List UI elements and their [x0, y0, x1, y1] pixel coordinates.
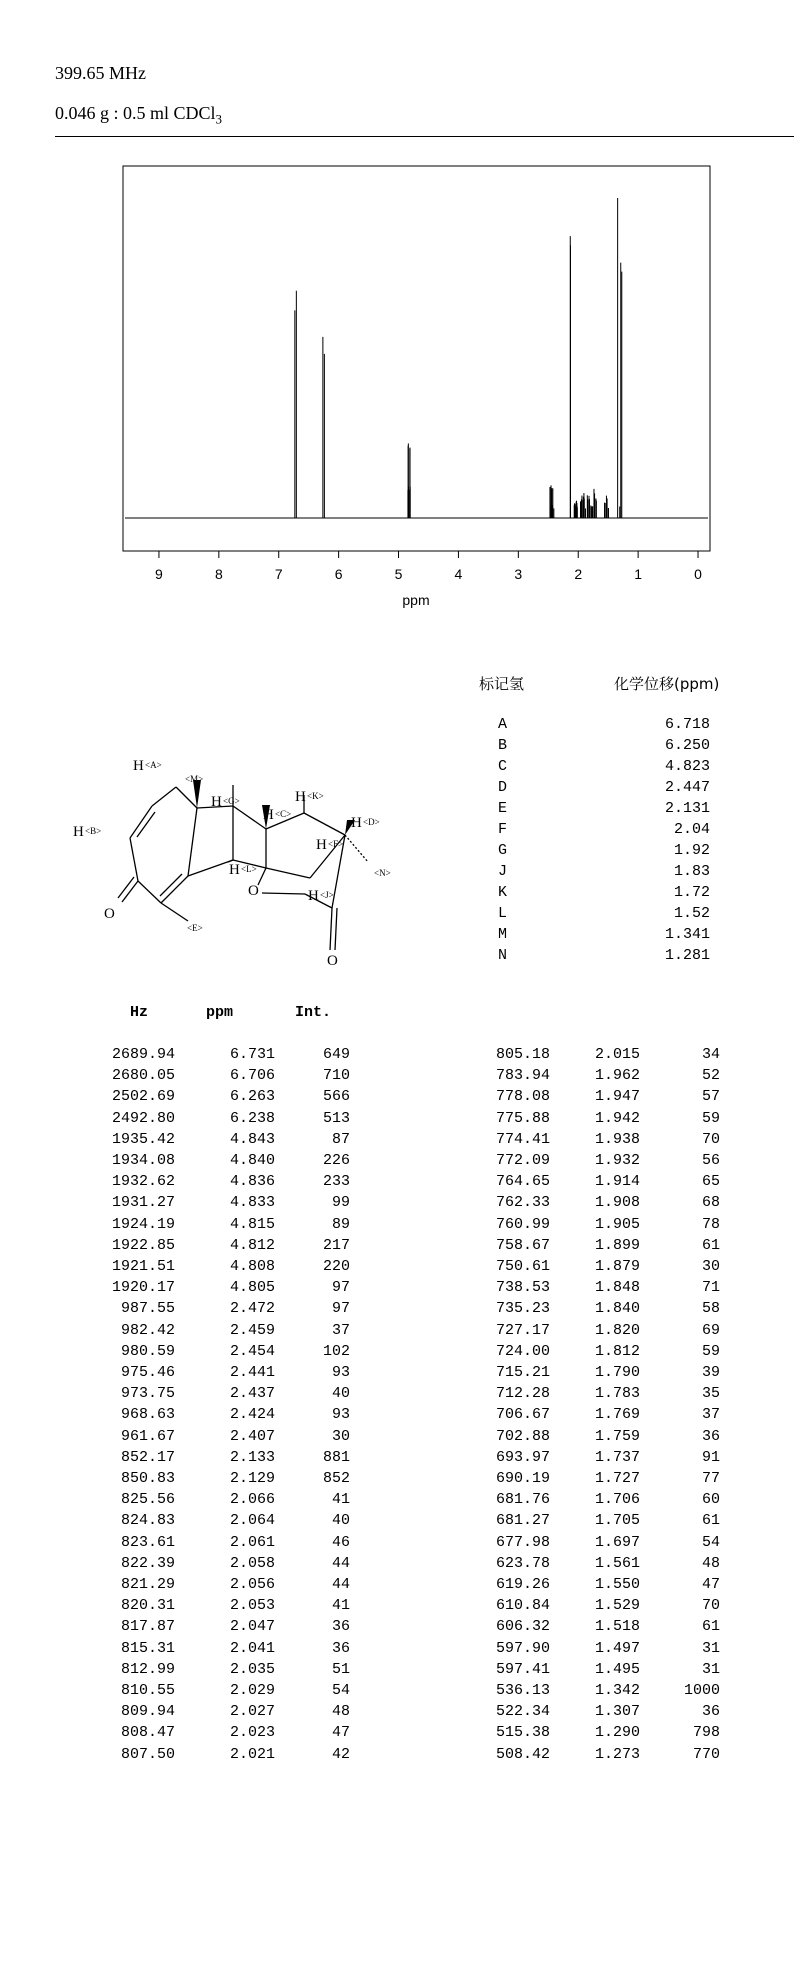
peak-int: 47 — [701, 1576, 720, 1593]
atom-HC: H — [263, 807, 274, 823]
peak-hz: 825.56 — [120, 1491, 175, 1509]
x-tick-label: 7 — [274, 566, 283, 582]
peak-hz: 1922.85 — [111, 1236, 175, 1254]
peak-int: 89 — [331, 1215, 350, 1233]
peak-int: 97 — [331, 1279, 350, 1297]
peak-ppm: 2.061 — [229, 1533, 275, 1551]
peak-ppm: 1.848 — [594, 1279, 640, 1297]
peak-int: 97 — [331, 1300, 350, 1318]
label-K: <K> — [307, 791, 324, 801]
peak-int: 233 — [322, 1173, 350, 1191]
peak-int: 37 — [331, 1321, 350, 1339]
atom-HJ: H — [308, 888, 319, 904]
wedge-bond — [193, 780, 201, 808]
peak-int: 30 — [701, 1258, 720, 1275]
bond — [161, 876, 188, 903]
peak-int: 70 — [701, 1130, 720, 1148]
peak-hz: 815.31 — [120, 1639, 175, 1657]
label-B: <B> — [85, 826, 102, 836]
atom-O-ketone: O — [104, 906, 115, 922]
peak-ppm: 1.697 — [594, 1533, 640, 1551]
atom-HA: H — [133, 758, 144, 774]
assignment-label: F — [498, 821, 508, 838]
assignment-label: D — [498, 779, 508, 796]
label-M: <M> — [185, 774, 204, 784]
label-D: <D> — [363, 817, 380, 827]
atom-O-ether: O — [248, 883, 259, 899]
peak-ppm: 4.840 — [229, 1152, 275, 1169]
peak-hz: 2502.69 — [111, 1088, 175, 1106]
assignment-shift: 1.83 — [673, 863, 710, 880]
bond — [258, 868, 266, 885]
x-tick-label: 4 — [454, 566, 463, 582]
peak-int: 44 — [331, 1554, 350, 1572]
peak-int: 44 — [331, 1576, 350, 1593]
atom-O-lactone: O — [327, 953, 338, 969]
peak-hz: 606.32 — [495, 1618, 550, 1636]
peak-hz: 677.98 — [495, 1533, 550, 1551]
peak-int: 59 — [701, 1109, 720, 1127]
bond — [161, 903, 188, 921]
peak-ppm: 1.706 — [594, 1491, 640, 1509]
x-tick-label: 2 — [574, 566, 583, 582]
peak-hz: 1935.42 — [111, 1130, 175, 1148]
peak-hz: 610.84 — [495, 1597, 550, 1615]
x-tick-label: 3 — [514, 566, 523, 582]
peak-int: 46 — [331, 1533, 350, 1551]
peak-int: 61 — [701, 1618, 720, 1636]
peak-hz: 805.18 — [495, 1046, 550, 1063]
peak-hz: 712.28 — [495, 1385, 550, 1403]
peak-int: 102 — [322, 1342, 350, 1360]
assignment-shift: 1.341 — [664, 926, 710, 943]
peak-hz: 764.65 — [495, 1173, 550, 1191]
peak-ppm: 2.023 — [229, 1724, 275, 1742]
spectrometer-frequency: 399.65 MHz — [55, 63, 146, 83]
peak-hz: 702.88 — [495, 1427, 550, 1445]
peak-hz: 760.99 — [495, 1215, 550, 1233]
peak-int: 31 — [701, 1639, 720, 1657]
x-tick-label: 8 — [214, 566, 223, 582]
bond — [130, 838, 138, 881]
assignment-shift: 1.72 — [673, 884, 710, 901]
bond — [176, 787, 197, 808]
peak-int: 47 — [331, 1724, 350, 1742]
peak-ppm: 1.518 — [594, 1618, 640, 1636]
peak-int: 57 — [701, 1088, 720, 1106]
peak-int: 65 — [701, 1173, 720, 1191]
peak-ppm: 4.833 — [229, 1194, 275, 1212]
atom-HF: H — [316, 837, 327, 853]
peak-int: 78 — [701, 1215, 720, 1233]
peak-ppm: 4.843 — [229, 1130, 275, 1148]
peak-hz: 822.39 — [120, 1554, 175, 1572]
peak-int: 61 — [701, 1512, 720, 1530]
peak-ppm: 1.790 — [594, 1364, 640, 1381]
label-C: <C> — [275, 809, 292, 819]
bond — [152, 787, 176, 806]
peak-hz: 783.94 — [495, 1067, 550, 1085]
peak-int: 54 — [701, 1533, 720, 1551]
peak-hz: 508.42 — [495, 1745, 550, 1763]
peak-int: 217 — [322, 1236, 350, 1254]
peak-hz: 980.59 — [120, 1342, 175, 1360]
peak-ppm: 1.342 — [594, 1682, 640, 1699]
peak-ppm: 2.056 — [229, 1576, 275, 1593]
peak-hz: 515.38 — [495, 1724, 550, 1742]
peak-ppm: 1.529 — [594, 1597, 640, 1615]
peak-ppm: 2.035 — [229, 1660, 275, 1678]
x-tick-label: 1 — [634, 566, 643, 582]
assignment-shift: 2.04 — [673, 821, 710, 838]
peak-int: 93 — [331, 1406, 350, 1424]
peak-ppm: 4.812 — [229, 1236, 275, 1254]
assignment-header-label: 标记氢 — [479, 675, 525, 693]
peak-hz: 850.83 — [120, 1470, 175, 1487]
peak-ppm: 6.706 — [229, 1067, 275, 1085]
bond — [233, 806, 266, 829]
peak-ppm: 2.041 — [229, 1639, 275, 1657]
peak-ppm: 2.472 — [229, 1300, 275, 1318]
peak-hz: 824.83 — [120, 1512, 175, 1530]
assignment-label: A — [498, 716, 508, 733]
peak-int: 41 — [331, 1491, 350, 1509]
peak-hz: 2680.05 — [111, 1067, 175, 1085]
peak-hz: 623.78 — [495, 1554, 550, 1572]
atom-HB: H — [73, 824, 84, 840]
peak-ppm: 2.441 — [229, 1364, 275, 1381]
bond — [188, 808, 197, 876]
peak-ppm: 1.820 — [594, 1321, 640, 1339]
x-tick-label: 0 — [694, 566, 702, 582]
peak-header-hz: Hz — [130, 1004, 149, 1021]
peak-hz: 775.88 — [495, 1109, 550, 1127]
peak-int: 52 — [701, 1067, 720, 1085]
peak-ppm: 1.905 — [594, 1215, 640, 1233]
peak-int: 60 — [701, 1491, 720, 1509]
peak-int: 1000 — [683, 1682, 720, 1699]
peak-int: 31 — [701, 1660, 720, 1678]
peak-ppm: 4.805 — [229, 1279, 275, 1297]
peak-int: 42 — [331, 1745, 350, 1763]
assignment-shift: 1.92 — [673, 842, 710, 859]
peak-int: 798 — [692, 1724, 720, 1742]
carbonyl-bond — [122, 881, 138, 902]
peak-hz: 772.09 — [495, 1152, 550, 1169]
molecule-labels — [73, 758, 391, 969]
peak-ppm: 2.459 — [229, 1321, 275, 1339]
peak-hz: 738.53 — [495, 1279, 550, 1297]
peak-ppm: 1.914 — [594, 1173, 640, 1191]
peak-ppm: 1.290 — [594, 1724, 640, 1742]
peak-hz: 750.61 — [495, 1258, 550, 1275]
peak-int: 881 — [322, 1448, 350, 1466]
peak-int: 58 — [701, 1300, 720, 1318]
peak-ppm: 1.879 — [594, 1258, 640, 1275]
peak-int: 566 — [322, 1088, 350, 1106]
bond — [130, 806, 152, 838]
peak-hz: 1924.19 — [111, 1215, 175, 1233]
peak-header-int: Int. — [295, 1004, 332, 1021]
assignment-label: L — [498, 905, 508, 922]
peak-hz: 973.75 — [120, 1385, 175, 1403]
peak-ppm: 2.053 — [229, 1597, 275, 1615]
assignment-shift: 1.281 — [664, 947, 710, 964]
peak-int: 852 — [322, 1470, 350, 1487]
peak-ppm: 1.495 — [594, 1660, 640, 1678]
peak-ppm: 1.727 — [594, 1470, 640, 1487]
assignment-header-shift: 化学位移(ppm) — [614, 675, 720, 693]
label-G: <G> — [223, 796, 240, 806]
peak-hz: 821.29 — [120, 1576, 175, 1593]
peak-int: 36 — [331, 1618, 350, 1636]
assignment-shift: 2.131 — [664, 800, 710, 817]
peak-int: 48 — [701, 1554, 720, 1572]
peak-int: 99 — [331, 1194, 350, 1212]
peak-int: 36 — [701, 1703, 720, 1721]
atom-HK: H — [295, 789, 306, 805]
peak-ppm: 2.058 — [229, 1554, 275, 1572]
peak-ppm: 1.962 — [594, 1067, 640, 1085]
peak-header-ppm: ppm — [206, 1004, 234, 1021]
peak-ppm: 2.133 — [229, 1448, 275, 1466]
peak-hz: 774.41 — [495, 1130, 550, 1148]
label-E: <E> — [187, 923, 203, 933]
peak-int: 40 — [331, 1385, 350, 1403]
peak-hz: 762.33 — [495, 1194, 550, 1212]
peak-ppm: 1.947 — [594, 1088, 640, 1106]
peak-ppm: 1.737 — [594, 1448, 640, 1466]
peak-int: 70 — [701, 1597, 720, 1615]
peak-hz: 690.19 — [495, 1470, 550, 1487]
peak-ppm: 2.047 — [229, 1618, 275, 1636]
assignment-shift: 6.718 — [664, 716, 710, 733]
peak-ppm: 1.550 — [594, 1576, 640, 1593]
peak-ppm: 1.942 — [594, 1109, 640, 1127]
x-tick-label: 9 — [155, 566, 163, 582]
peak-ppm: 1.938 — [594, 1130, 640, 1148]
peak-hz: 536.13 — [495, 1682, 550, 1699]
peak-hz: 820.31 — [120, 1597, 175, 1615]
peak-int: 226 — [322, 1152, 350, 1169]
peak-ppm: 2.064 — [229, 1512, 275, 1530]
assignment-label: N — [498, 947, 508, 964]
peak-ppm: 6.238 — [229, 1109, 275, 1127]
assignment-label: K — [498, 884, 508, 901]
peak-int: 71 — [701, 1279, 720, 1297]
atom-HD: H — [351, 815, 362, 831]
assignment-shift: 6.250 — [664, 737, 710, 754]
peak-hz: 1932.62 — [111, 1173, 175, 1191]
peak-hz: 808.47 — [120, 1724, 175, 1742]
peak-ppm: 2.129 — [229, 1470, 275, 1487]
peak-hz: 724.00 — [495, 1342, 550, 1360]
peak-int: 41 — [331, 1597, 350, 1615]
peak-ppm: 2.437 — [229, 1385, 275, 1403]
peak-hz: 1934.08 — [111, 1152, 175, 1169]
x-tick-label: 5 — [394, 566, 403, 582]
x-axis-ticks — [155, 551, 702, 582]
bond — [266, 868, 310, 878]
assignment-shift: 2.447 — [664, 779, 710, 796]
peak-ppm: 1.705 — [594, 1512, 640, 1530]
label-J: <J> — [320, 890, 334, 900]
sample-subscript: 3 — [215, 111, 223, 127]
label-L: <L> — [241, 864, 257, 874]
peak-hz: 619.26 — [495, 1576, 550, 1593]
peak-int: 40 — [331, 1512, 350, 1530]
peak-ppm: 1.840 — [594, 1300, 640, 1318]
assignment-label: C — [498, 758, 508, 775]
peak-ppm: 6.263 — [229, 1088, 275, 1106]
peak-ppm: 4.808 — [229, 1258, 275, 1275]
peak-int: 30 — [331, 1427, 350, 1445]
peak-hz: 715.21 — [495, 1364, 550, 1381]
x-axis-label: ppm — [402, 592, 430, 608]
label-N: <N> — [374, 868, 391, 878]
carbonyl-bond — [118, 877, 134, 898]
peak-hz: 2689.94 — [111, 1046, 175, 1063]
carbonyl-bond — [330, 908, 332, 950]
sample-prefix: 0.046 g : 0.5 ml CDCl — [55, 103, 216, 123]
peak-int: 91 — [701, 1448, 720, 1466]
peak-int: 59 — [701, 1342, 720, 1360]
peak-hz: 1921.51 — [111, 1258, 175, 1275]
peak-int: 77 — [701, 1470, 720, 1487]
peak-hz: 823.61 — [120, 1533, 175, 1551]
peak-ppm: 1.497 — [594, 1639, 640, 1657]
peak-ppm: 1.899 — [594, 1236, 640, 1254]
peak-hz: 597.41 — [495, 1660, 550, 1678]
peak-int: 36 — [331, 1639, 350, 1657]
carbonyl-bond — [335, 908, 337, 950]
hashed-bond — [345, 835, 368, 862]
peak-hz: 758.67 — [495, 1236, 550, 1254]
peak-hz: 706.67 — [495, 1406, 550, 1424]
assignment-label: E — [498, 800, 508, 817]
peak-int: 61 — [701, 1236, 720, 1254]
peak-int: 770 — [692, 1745, 720, 1763]
peak-ppm: 2.407 — [229, 1427, 275, 1445]
peak-ppm: 1.273 — [594, 1745, 640, 1763]
assignment-label: G — [498, 842, 508, 859]
peak-hz: 1931.27 — [111, 1194, 175, 1212]
bond — [138, 881, 161, 903]
peak-hz: 987.55 — [120, 1300, 175, 1318]
peak-ppm: 2.015 — [594, 1046, 640, 1063]
peak-ppm: 4.836 — [229, 1173, 275, 1191]
peak-ppm: 1.932 — [594, 1152, 640, 1169]
assignment-label: B — [498, 737, 508, 754]
peak-hz: 597.90 — [495, 1639, 550, 1657]
atom-HL: H — [229, 862, 240, 878]
peak-int: 37 — [701, 1406, 720, 1424]
peak-int: 93 — [331, 1364, 350, 1381]
peak-hz: 778.08 — [495, 1088, 550, 1106]
peak-ppm: 2.454 — [229, 1342, 275, 1360]
peak-int: 34 — [701, 1046, 720, 1063]
peak-ppm: 2.027 — [229, 1703, 275, 1721]
peak-hz: 2492.80 — [111, 1109, 175, 1127]
peak-hz: 982.42 — [120, 1321, 175, 1339]
peak-hz: 681.27 — [495, 1512, 550, 1530]
peak-ppm: 1.812 — [594, 1342, 640, 1360]
peak-int: 51 — [331, 1660, 350, 1678]
peak-ppm: 4.815 — [229, 1215, 275, 1233]
peak-hz: 817.87 — [120, 1618, 175, 1636]
peak-ppm: 6.731 — [229, 1046, 275, 1063]
peak-ppm: 1.561 — [594, 1554, 640, 1572]
peak-int: 48 — [331, 1703, 350, 1721]
assignment-label: M — [498, 926, 508, 943]
peak-hz: 522.34 — [495, 1703, 550, 1721]
x-tick-label: 6 — [334, 566, 343, 582]
bond — [304, 813, 345, 835]
assignment-label: J — [498, 863, 508, 880]
peak-hz: 961.67 — [120, 1427, 175, 1445]
peaks-group — [125, 198, 708, 518]
label-F: <F> — [328, 839, 344, 849]
peak-int: 710 — [322, 1067, 350, 1085]
atom-HG: H — [211, 794, 222, 810]
peak-ppm: 1.769 — [594, 1406, 640, 1424]
peak-int: 649 — [322, 1046, 350, 1063]
peak-int: 68 — [701, 1194, 720, 1212]
peak-hz: 727.17 — [495, 1321, 550, 1339]
peak-hz: 809.94 — [120, 1703, 175, 1721]
peak-int: 35 — [701, 1385, 720, 1403]
peak-int: 36 — [701, 1427, 720, 1445]
peak-hz: 810.55 — [120, 1682, 175, 1699]
peak-ppm: 2.066 — [229, 1491, 275, 1509]
peak-ppm: 1.783 — [594, 1385, 640, 1403]
assignment-shift: 4.823 — [664, 758, 710, 775]
peak-hz: 735.23 — [495, 1300, 550, 1318]
peak-hz: 807.50 — [120, 1745, 175, 1763]
peak-hz: 812.99 — [120, 1660, 175, 1678]
peak-hz: 975.46 — [120, 1364, 175, 1381]
peak-hz: 968.63 — [120, 1406, 175, 1424]
peak-ppm: 2.424 — [229, 1406, 275, 1424]
peak-ppm: 1.307 — [594, 1703, 640, 1721]
peak-ppm: 1.759 — [594, 1427, 640, 1445]
peak-int: 513 — [322, 1109, 350, 1127]
peak-int: 69 — [701, 1321, 720, 1339]
bond — [262, 893, 305, 894]
peak-int: 39 — [701, 1364, 720, 1381]
peak-ppm: 2.021 — [229, 1745, 275, 1763]
assignment-shift: 1.52 — [673, 905, 710, 922]
peak-ppm: 2.029 — [229, 1682, 275, 1699]
peak-int: 56 — [701, 1152, 720, 1169]
peak-int: 54 — [331, 1682, 350, 1699]
peak-hz: 681.76 — [495, 1491, 550, 1509]
peak-hz: 693.97 — [495, 1448, 550, 1466]
peak-int: 87 — [331, 1130, 350, 1148]
bond — [188, 860, 233, 876]
peak-hz: 1920.17 — [111, 1279, 175, 1297]
peak-ppm: 1.908 — [594, 1194, 640, 1212]
label-A: <A> — [145, 760, 162, 770]
peak-hz: 852.17 — [120, 1448, 175, 1466]
peak-int: 220 — [322, 1258, 350, 1275]
